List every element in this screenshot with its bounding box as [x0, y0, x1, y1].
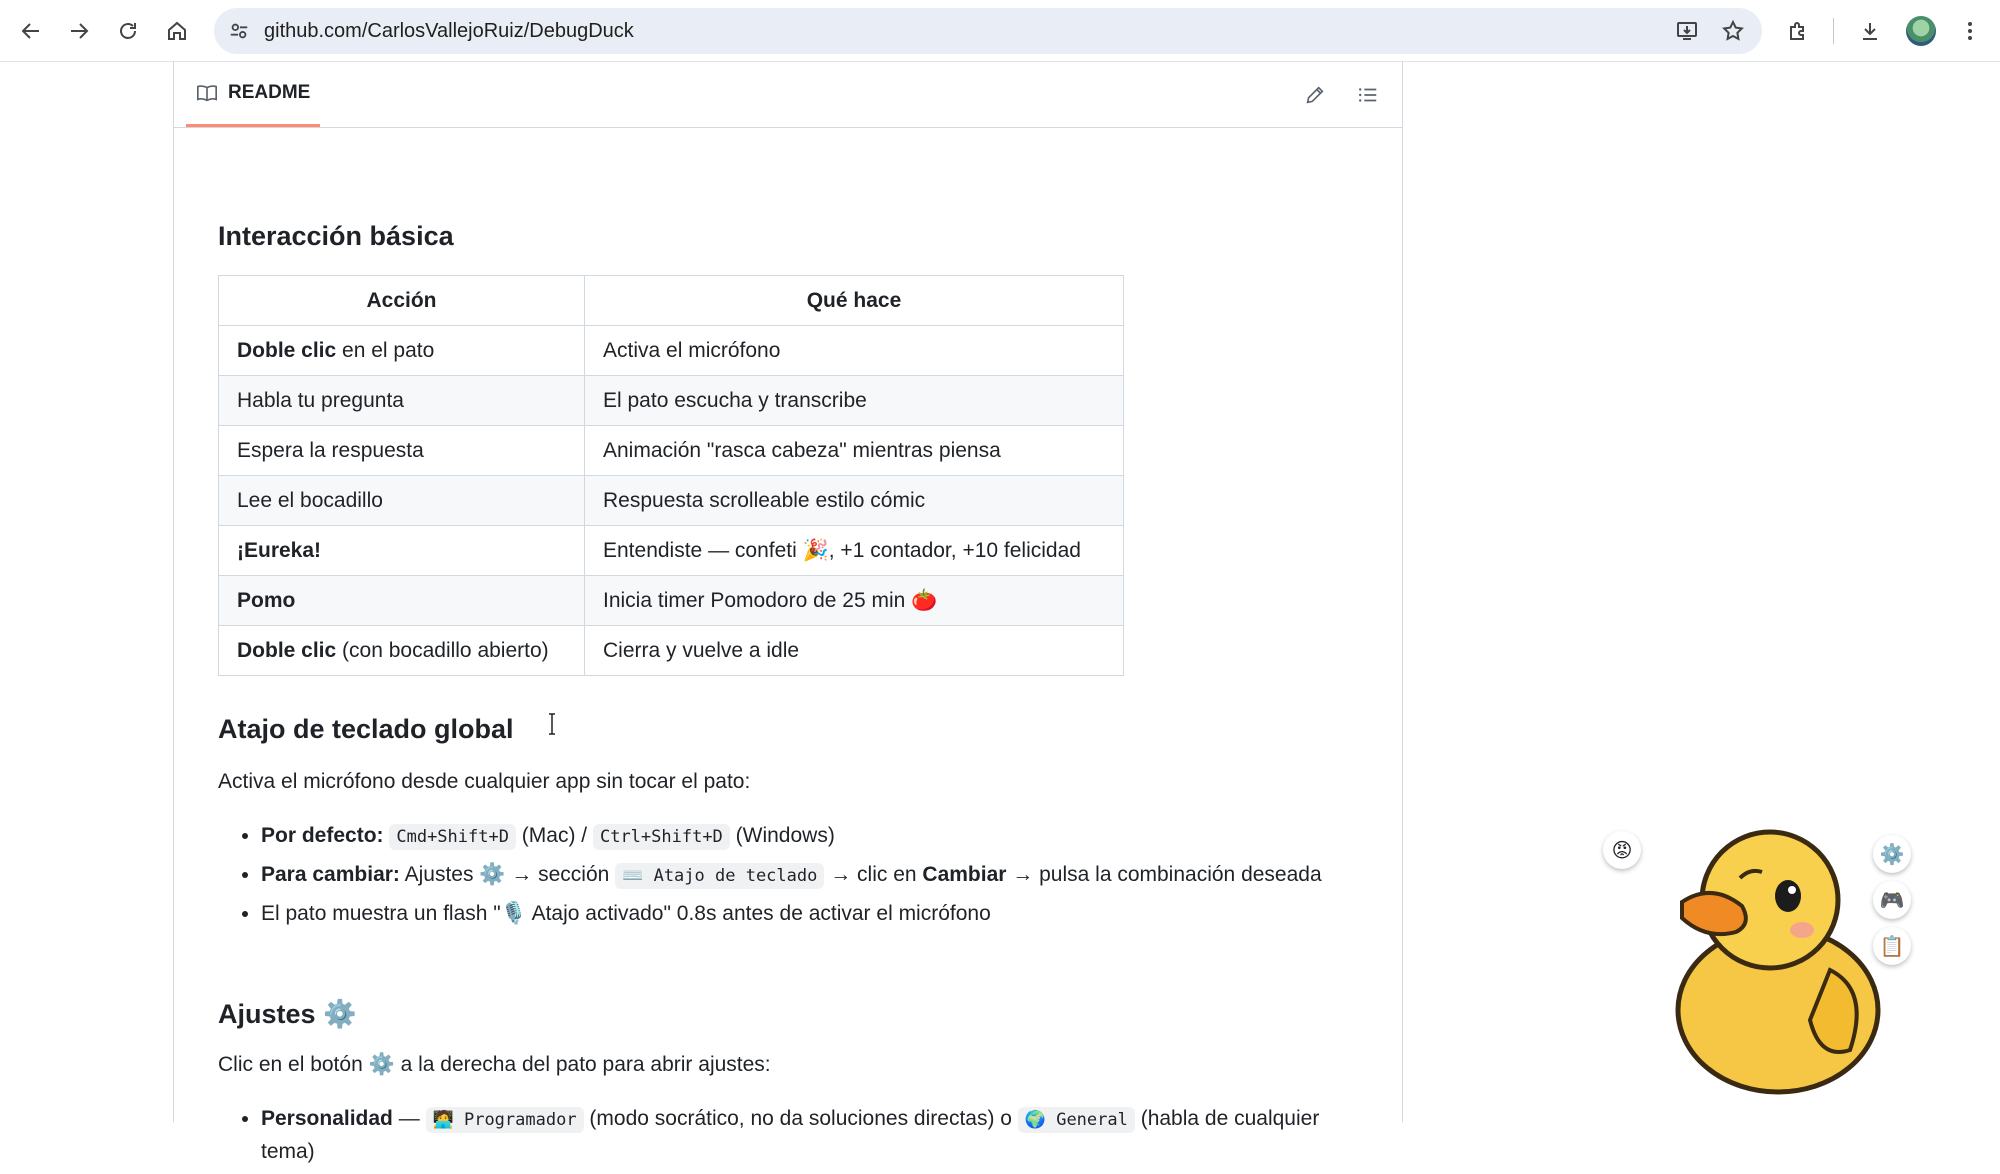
profile-avatar[interactable] [1906, 16, 1936, 46]
windows-shortcut-code: Ctrl+Shift+D [593, 824, 730, 850]
table-cell-desc: Inicia timer Pomodoro de 25 min 🍅 [585, 576, 1124, 626]
table-cell-action: Lee el bocadillo [219, 476, 585, 526]
shortcut-list [218, 820, 1361, 936]
table-cell-desc: Activa el micrófono [585, 326, 1124, 376]
mood-indicator[interactable] [1603, 831, 1641, 869]
kebab-menu-icon [1958, 19, 1982, 43]
browser-toolbar [0, 0, 2000, 62]
edit-file-button[interactable] [1302, 82, 1328, 108]
table-header-que-hace: Qué hace [585, 276, 1124, 326]
table-cell-action: Doble clic (con bocadillo abierto) [219, 626, 585, 676]
keyboard-shortcut-section-code: ⌨️ Atajo de teclado [615, 863, 824, 889]
reload-icon [116, 19, 140, 43]
clipboard-button[interactable] [1873, 927, 1911, 965]
browser-menu-button[interactable] [1952, 13, 1988, 49]
angry-face-icon: 😡 [1611, 838, 1633, 862]
toolbar-divider [1833, 18, 1834, 44]
url-text[interactable]: github.com/CarlosVallejoRuiz/DebugDuck [264, 20, 634, 42]
game-button[interactable] [1873, 881, 1911, 919]
pencil-icon [1304, 84, 1326, 106]
settings-list [218, 1103, 1361, 1174]
readme-tab-label: README [228, 82, 311, 103]
text-cursor-icon [548, 713, 556, 735]
list-item: • Para cambiar: Ajustes ⚙️ → sección ⌨️ Atajo de teclado → clic en Cambiar → pulsa la combinación deseada [261, 859, 1361, 892]
install-app-icon[interactable] [1672, 16, 1702, 46]
table-cell-action: ¡Eureka! [219, 526, 585, 576]
general-mode-code: 🌍 General [1018, 1107, 1135, 1133]
table-header-row [219, 276, 1124, 326]
table-row [219, 626, 1124, 676]
book-icon [196, 82, 218, 104]
list-item: • El pato muestra un flash "🎙️ Atajo activado" 0.8s antes de activar el micrófono [261, 898, 1361, 930]
table-cell-desc: Animación "rasca cabeza" mientras piensa [585, 426, 1124, 476]
forward-arrow-icon [67, 19, 91, 43]
list-item: • Personalidad — 🧑‍💻 Programador (modo socrático, no da soluciones directas) o 🌍 General (habla de cualquier tema) [261, 1103, 1361, 1168]
heading-interaccion-basica: Interacción básica [218, 221, 454, 251]
home-button[interactable] [159, 13, 195, 49]
extensions-button[interactable] [1780, 13, 1816, 49]
programmer-mode-code: 🧑‍💻 Programador [426, 1107, 584, 1133]
table-row [219, 476, 1124, 526]
address-bar[interactable] [214, 8, 1762, 54]
readme-header [174, 62, 1402, 128]
reload-button[interactable] [110, 13, 146, 49]
table-row [219, 426, 1124, 476]
downloads-button[interactable] [1852, 13, 1888, 49]
settings-button[interactable] [1873, 835, 1911, 873]
back-arrow-icon [19, 19, 43, 43]
site-settings-icon[interactable] [224, 16, 254, 46]
table-row [219, 526, 1124, 576]
download-icon [1858, 19, 1882, 43]
bookmark-star-icon[interactable] [1718, 16, 1748, 46]
table-cell-action: Doble clic en el pato [219, 326, 585, 376]
table-cell-desc: Entendiste — confeti 🎉, +1 contador, +10 felicidad [585, 526, 1124, 576]
duck-icon[interactable] [1660, 820, 1882, 1100]
home-icon [165, 19, 189, 43]
table-row [219, 376, 1124, 426]
back-button[interactable] [13, 13, 49, 49]
table-cell-desc: Respuesta scrolleable estilo cómic [585, 476, 1124, 526]
list-item: • Por defecto: Cmd+Shift+D (Mac) / Ctrl+Shift+D (Windows) [261, 820, 1361, 853]
gear-icon: ⚙️ [1879, 842, 1905, 866]
tab-readme[interactable] [186, 62, 320, 127]
forward-button[interactable] [61, 13, 97, 49]
table-cell-action: Habla tu pregunta [219, 376, 585, 426]
mac-shortcut-code: Cmd+Shift+D [389, 824, 516, 850]
table-cell-desc: Cierra y vuelve a idle [585, 626, 1124, 676]
table-cell-desc: El pato escucha y transcribe [585, 376, 1124, 426]
duck-widget[interactable] [1598, 810, 1918, 1109]
heading-ajustes: Ajustes ⚙️ [218, 999, 357, 1030]
table-row [219, 576, 1124, 626]
shortcut-intro: Activa el micrófono desde cualquier app sin tocar el pato: [218, 770, 751, 793]
settings-intro: Clic en el botón ⚙️ a la derecha del pato para abrir ajustes: [218, 1053, 771, 1076]
table-header-accion: Acción [219, 276, 585, 326]
game-controller-icon: 🎮 [1879, 888, 1905, 912]
outline-button[interactable] [1355, 82, 1381, 108]
gear-icon: ⚙️ [323, 999, 357, 1030]
puzzle-icon [1786, 19, 1810, 43]
heading-atajo-teclado: Atajo de teclado global [218, 714, 514, 744]
table-cell-action: Espera la respuesta [219, 426, 585, 476]
interaction-table [218, 275, 1124, 676]
list-icon [1357, 84, 1379, 106]
clipboard-icon: 📋 [1879, 934, 1905, 958]
readme-container [173, 62, 1403, 1163]
table-row [219, 326, 1124, 376]
table-cell-action: Pomo [219, 576, 585, 626]
